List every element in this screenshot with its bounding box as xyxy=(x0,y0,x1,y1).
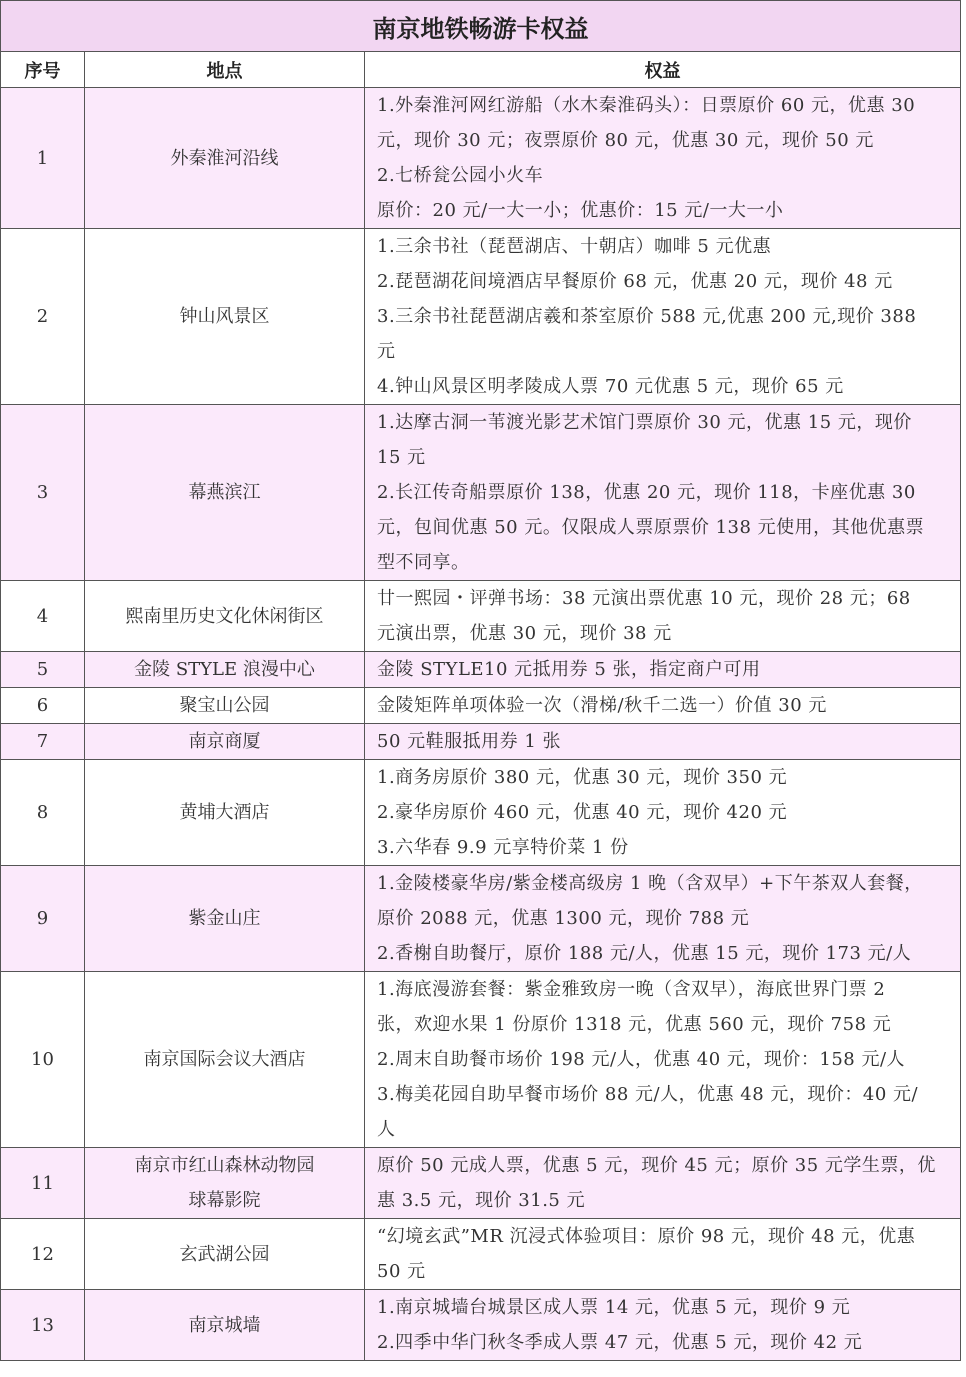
row-number: 3 xyxy=(1,405,85,581)
title-row xyxy=(1,1,961,52)
benefit-line: 2.豪华房原价 460 元，优惠 40 元，现价 420 元 xyxy=(377,802,788,823)
benefit-line: 1.商务房原价 380 元，优惠 30 元，现价 350 元 xyxy=(377,767,788,788)
benefit-line: 张，欢迎水果 1 份原价 1318 元，优惠 560 元，现价 758 元 xyxy=(377,1014,892,1035)
row-number: 2 xyxy=(1,229,85,405)
benefit-line: 2.周末自助餐市场价 198 元/人，优惠 40 元，现价：158 元/人 xyxy=(377,1049,906,1070)
page-title: 南京地铁畅游卡权益 xyxy=(1,1,961,52)
table-row xyxy=(1,724,961,760)
header-no: 序号 xyxy=(1,52,85,88)
benefits-cell xyxy=(365,581,961,652)
place-name-line: 南京市红山森林动物园 xyxy=(134,1155,315,1176)
benefit-line: 型不同享。 xyxy=(377,552,470,573)
benefit-line: 1.海底漫游套餐：紫金雅致房一晚（含双早），海底世界门票 2 xyxy=(377,979,886,1000)
benefit-line: 3.六华春 9.9 元享特价菜 1 份 xyxy=(377,837,629,858)
benefit-line: “幻境玄武”MR 沉浸式体验项目：原价 98 元，现价 48 元，优惠 xyxy=(377,1226,916,1247)
table-row xyxy=(1,88,961,229)
benefit-line: 1.三余书社（琵琶湖店、十朝店）咖啡 5 元优惠 xyxy=(377,236,772,257)
benefit-line: 1.外秦淮河网红游船（水木秦淮码头）：日票原价 60 元，优惠 30 xyxy=(377,95,916,116)
header-benefits: 权益 xyxy=(365,52,961,88)
place-cell xyxy=(85,1219,365,1290)
place-cell xyxy=(85,652,365,688)
place-cell xyxy=(85,581,365,652)
place-cell xyxy=(85,229,365,405)
benefits-cell xyxy=(365,652,961,688)
benefits-cell xyxy=(365,688,961,724)
benefit-line: 人 xyxy=(377,1119,396,1140)
place-cell xyxy=(85,972,365,1148)
place-cell xyxy=(85,405,365,581)
row-number: 1 xyxy=(1,88,85,229)
benefit-line: 惠 3.5 元，现价 31.5 元 xyxy=(377,1190,586,1211)
benefit-line: 3.三余书社琵琶湖店羲和茶室原价 588 元,优惠 200 元,现价 388 xyxy=(377,306,917,327)
benefit-line: 元演出票，优惠 30 元，现价 38 元 xyxy=(377,623,672,644)
benefit-line: 1.达摩古洞一苇渡光影艺术馆门票原价 30 元，优惠 15 元，现价 xyxy=(377,412,912,433)
benefit-line: 15 元 xyxy=(377,447,426,468)
place-cell xyxy=(85,1290,365,1361)
header-row xyxy=(1,52,961,88)
table-row xyxy=(1,1219,961,1290)
row-number: 4 xyxy=(1,581,85,652)
benefit-line: 原价 2088 元，优惠 1300 元，现价 788 元 xyxy=(377,908,750,929)
place-name-line: 聚宝山公园 xyxy=(179,695,270,716)
table-row xyxy=(1,652,961,688)
benefit-line: 3.梅美花园自助早餐市场价 88 元/人，优惠 48 元，现价：40 元/ xyxy=(377,1084,919,1105)
row-number: 6 xyxy=(1,688,85,724)
place-name-line: 玄武湖公园 xyxy=(179,1243,270,1265)
benefit-line: 元，现价 30 元；夜票原价 80 元，优惠 30 元，现价 50 元 xyxy=(377,130,874,151)
benefit-line: 1.南京城墙台城景区成人票 14 元，优惠 5 元，现价 9 元 xyxy=(377,1297,851,1318)
place-name-line: 黄埔大酒店 xyxy=(179,802,270,823)
place-cell xyxy=(85,866,365,972)
benefits-cell xyxy=(365,1219,961,1290)
place-name-line: 南京城墙 xyxy=(188,1314,261,1336)
place-name-line: 紫金山庄 xyxy=(188,908,261,929)
row-number: 11 xyxy=(1,1148,85,1219)
place-cell xyxy=(85,688,365,724)
benefit-line: 金陵矩阵单项体验一次（滑梯/秋千二选一）价值 30 元 xyxy=(377,695,827,716)
benefit-line: 2.香榭自助餐厅，原价 188 元/人，优惠 15 元，现价 173 元/人 xyxy=(377,943,912,964)
row-number: 8 xyxy=(1,760,85,866)
place-name-line: 外秦淮河沿线 xyxy=(170,147,279,169)
benefit-line: 原价 50 元成人票，优惠 5 元，现价 45 元；原价 35 元学生票，优 xyxy=(377,1155,936,1176)
row-number: 10 xyxy=(1,972,85,1148)
benefit-line: 2.长江传奇船票原价 138，优惠 20 元，现价 118，卡座优惠 30 xyxy=(377,482,916,503)
place-cell xyxy=(85,724,365,760)
benefit-line: 50 元鞋服抵用券 1 张 xyxy=(377,731,562,752)
benefits-cell xyxy=(365,1148,961,1219)
place-name-line: 南京商厦 xyxy=(188,731,261,752)
benefit-line: 元 xyxy=(377,341,396,362)
place-name-line: 熙南里历史文化休闲街区 xyxy=(125,605,324,627)
table-row xyxy=(1,1148,961,1219)
row-number: 13 xyxy=(1,1290,85,1361)
benefit-line: 廿一熙园・评弹书场：38 元演出票优惠 10 元，现价 28 元；68 xyxy=(377,588,911,609)
place-name-line: 南京国际会议大酒店 xyxy=(143,1049,306,1070)
benefit-line: 50 元 xyxy=(377,1261,426,1282)
table-row xyxy=(1,972,961,1148)
table-row xyxy=(1,229,961,405)
table-row xyxy=(1,688,961,724)
benefits-cell xyxy=(365,229,961,405)
benefits-cell xyxy=(365,760,961,866)
table-row xyxy=(1,1290,961,1361)
row-number: 9 xyxy=(1,866,85,972)
benefits-cell xyxy=(365,88,961,229)
place-name-line: 钟山风景区 xyxy=(179,306,270,327)
benefit-line: 2.七桥瓮公园小火车 xyxy=(377,165,544,186)
benefit-line: 4.钟山风景区明孝陵成人票 70 元优惠 5 元，现价 65 元 xyxy=(377,376,844,397)
benefit-line: 金陵 STYLE10 元抵用券 5 张，指定商户可用 xyxy=(377,659,761,680)
row-number: 12 xyxy=(1,1219,85,1290)
benefits-cell xyxy=(365,1290,961,1361)
benefit-line: 元，包间优惠 50 元。仅限成人票原票价 138 元使用，其他优惠票 xyxy=(377,517,925,538)
benefit-line: 2.四季中华门秋冬季成人票 47 元，优惠 5 元，现价 42 元 xyxy=(377,1332,863,1353)
benefits-cell xyxy=(365,405,961,581)
header-place: 地点 xyxy=(85,52,365,88)
row-number: 7 xyxy=(1,724,85,760)
row-number: 5 xyxy=(1,652,85,688)
place-name-line: 金陵 STYLE 浪漫中心 xyxy=(134,659,315,680)
place-cell xyxy=(85,760,365,866)
table-row xyxy=(1,581,961,652)
table-row xyxy=(1,760,961,866)
benefit-line: 1.金陵楼豪华房/紫金楼高级房 1 晚（含双早）+下午茶双人套餐， xyxy=(377,873,923,894)
place-name-line: 幕燕滨江 xyxy=(188,482,261,503)
table-row xyxy=(1,866,961,972)
place-cell xyxy=(85,1148,365,1219)
benefits-cell xyxy=(365,724,961,760)
place-cell xyxy=(85,88,365,229)
benefits-cell xyxy=(365,866,961,972)
place-name-line: 球幕影院 xyxy=(188,1190,261,1211)
table-row xyxy=(1,405,961,581)
benefit-line: 2.琵琶湖花间境酒店早餐原价 68 元，优惠 20 元，现价 48 元 xyxy=(377,271,893,292)
benefit-line: 原价：20 元/一大一小；优惠价：15 元/一大一小 xyxy=(377,200,784,221)
benefits-cell xyxy=(365,972,961,1148)
